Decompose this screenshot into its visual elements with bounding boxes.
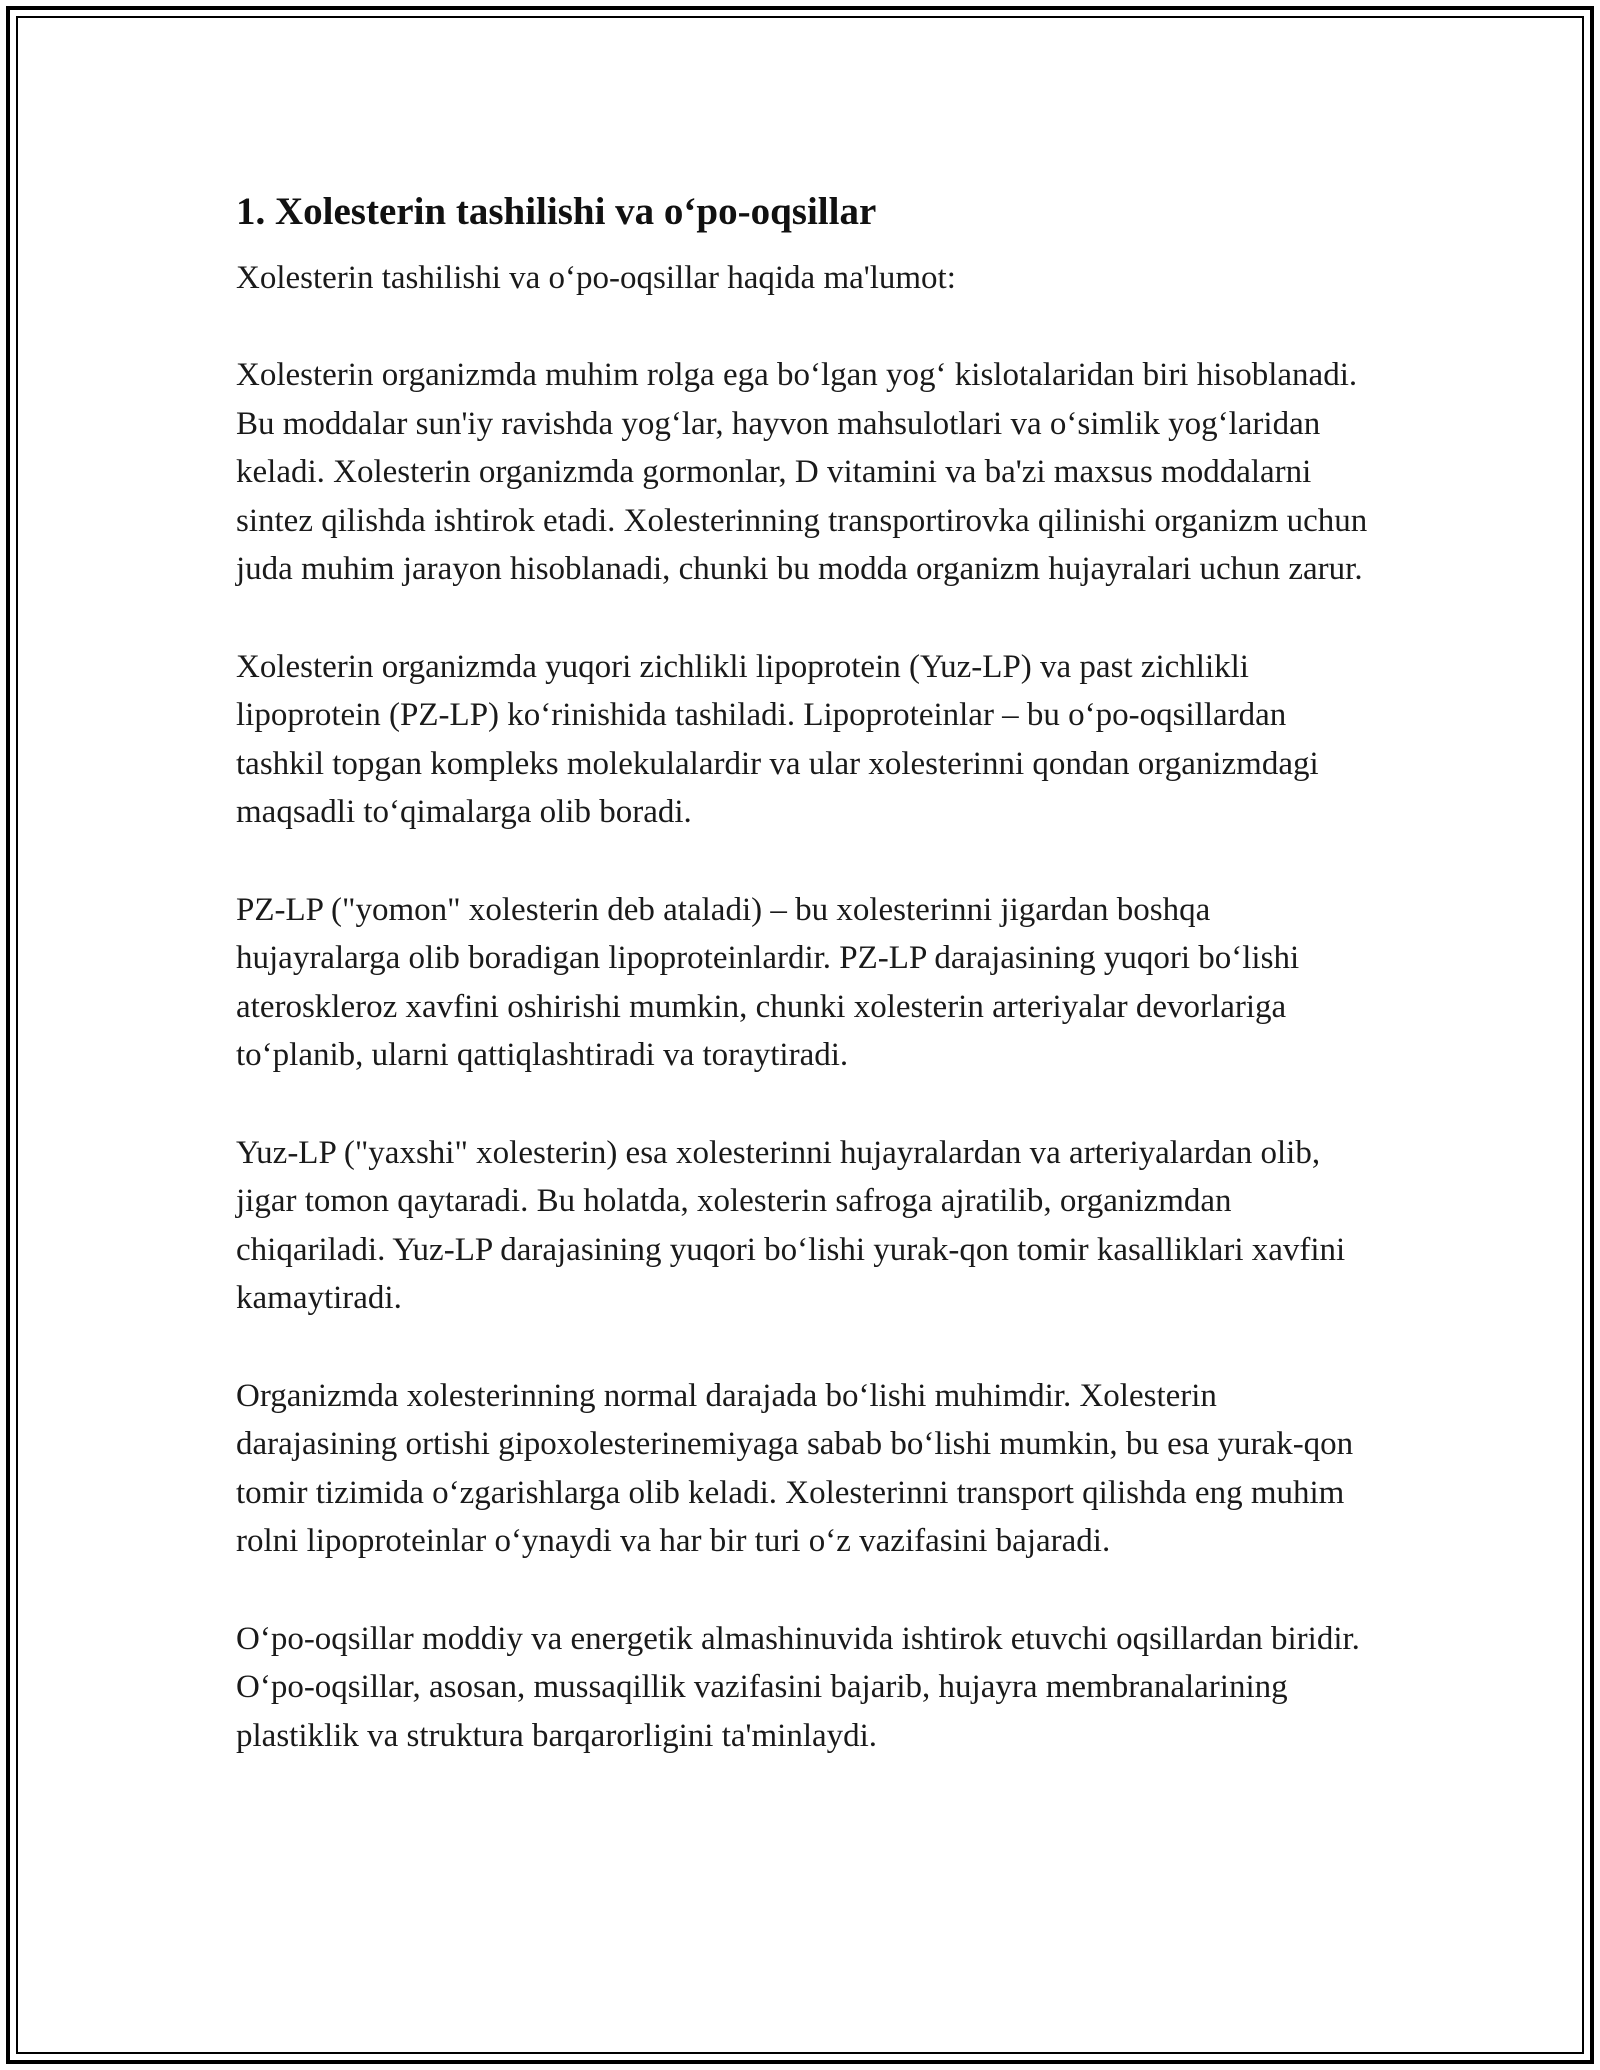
document-heading: 1. Xolesterin tashilishi va o‘po-oqsillar (236, 190, 877, 233)
paragraph-ldl: PZ-LP ("yomon" xolesterin deb ataladi) – bu xolesterinni jigardan boshqa hujayralarga olib boradigan lipoproteinlardir. PZ-LP darajasining yuqori bo‘lishi ateroskleroz xavfini oshirishi mumkin, chunki xolesterin arteriyalar devorlariga to‘planib, ularni qattiqlashtiradi va toraytiradi. (236, 891, 1300, 1073)
paragraph-hdl: Yuz-LP ("yaxshi" xolesterin) esa xolesterinni hujayralardan va arteriyalardan olib, jigar tomon qaytaradi. Bu holatda, xolesterin safroga ajratilib, organizmdan chiqariladi. Yuz-LP darajasining yuqori bo‘lishi yurak-qon tomir kasalliklari xavfini kamaytiradi. (236, 1134, 1346, 1316)
paragraph-lipoprotein-transport: Xolesterin organizmda yuqori zichlikli lipoprotein (Yuz-LP) va past zichlikli lipoprotein (PZ-LP) ko‘rinishida tashiladi. Lipoproteinlar – bu o‘po-oqsillardan tashkil topgan kompleks molekulalardir va ular xolesterinni qondan organizmdagi maqsadli to‘qimalarga olib boradi. (236, 648, 1319, 830)
intro-paragraph: Xolesterin tashilishi va o‘po-oqsillar haqida ma'lumot: (236, 260, 956, 296)
paragraph-cholesterol-role: Xolesterin organizmda muhim rolga ega bo‘lgan yog‘ kislotalaridan biri hisoblanadi. Bu moddalar sun'iy ravishda yog‘lar, hayvon mahsulotlari va o‘simlik yog‘laridan keladi. Xolesterin organizmda gormonlar, D vitamini va ba'zi maxsus moddalarni sintez qilishda ishtirok etadi. Xolesterinning transportirovka qilinishi organizm uchun juda muhim jarayon hisoblanadi, chunki bu modda organizm hujayralari uchun zarur. (236, 357, 1368, 587)
document-body (236, 186, 1376, 1760)
paragraph-normal-level: Organizmda xolesterinning normal darajada bo‘lishi muhimdir. Xolesterin darajasining ortishi gipoxolesterinemiyaga sabab bo‘lishi mumkin, bu esa yurak-qon tomir tizimida o‘zgarishlarga olib keladi. Xolesterinni transport qilishda eng muhim rolni lipoproteinlar o‘ynaydi va har bir turi o‘z vazifasini bajaradi. (236, 1377, 1354, 1559)
paragraph-lipo-proteins: O‘po-oqsillar moddiy va energetik almashinuvida ishtirok etuvchi oqsillardan biridir. O‘po-oqsillar, asosan, mussaqillik vazifasini bajarib, hujayra membranalarining plastiklik va struktura barqarorligini ta'minlaydi. (236, 1620, 1360, 1754)
